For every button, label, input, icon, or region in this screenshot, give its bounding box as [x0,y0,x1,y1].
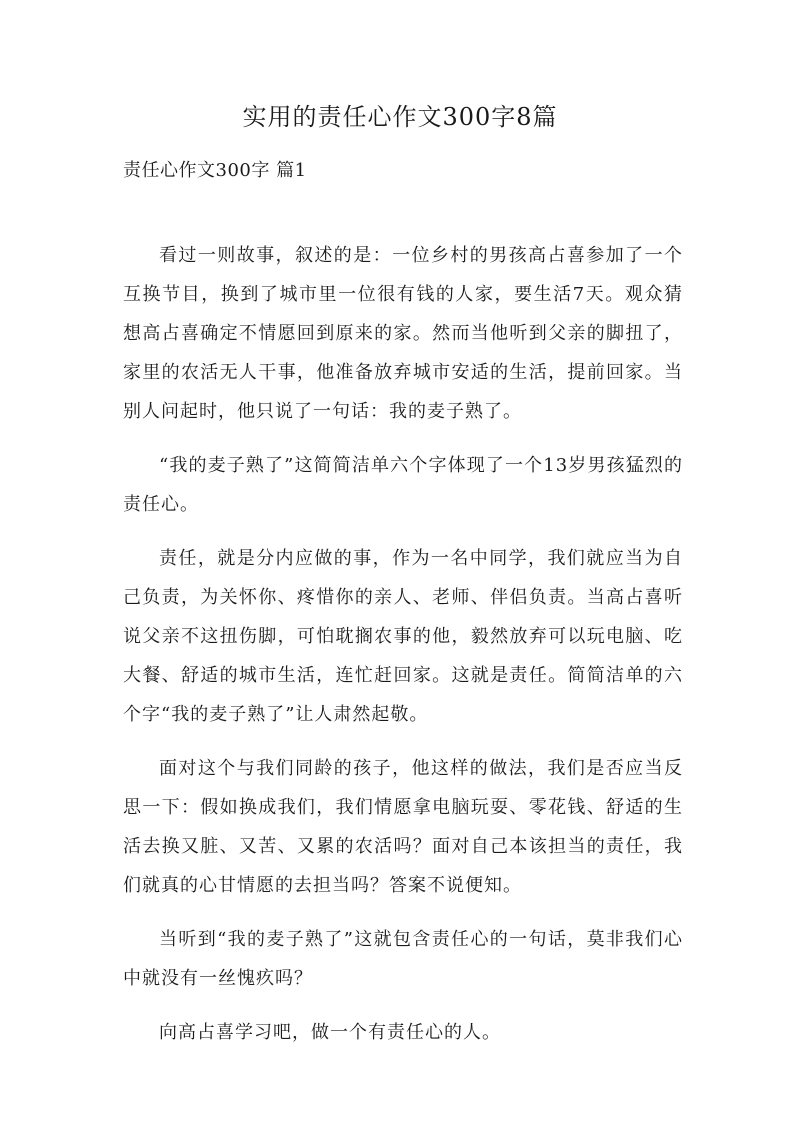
section-heading: 责任心作文300字 篇1 [123,160,307,181]
essay-body [123,236,683,1067]
paragraph: 向高占喜学习吧，做一个有责任心的人。 [159,1022,501,1043]
paragraph: “我的麦子熟了”这简简洁单六个字体现了一个13岁男孩猛烈的责任心。 [123,455,683,515]
paragraph: 看过一则故事，叙述的是：一位乡村的男孩高占喜参加了一个互换节目，换到了城市里一位很有钱的人家，要生活7天。观众猜想高占喜确定不情愿回到原来的家。然而当他听到父亲的脚扭了，家里的农活无人干事，他准备放弃城市安适的生活，提前回家。当别人问起时，他只说了一句话：我的麦子熟了。 [123,245,683,422]
document-title: 实用的责任心作文300字8篇 [242,103,558,131]
paragraph: 责任，就是分内应做的事，作为一名中同学，我们就应当为自己负责，为关怀你、疼惜你的亲人、老师、伴侣负责。当高占喜听说父亲不这扭伤脚，可怕耽搁农事的他，毅然放弃可以玩电脑、吃大餐、舒适的城市生活，连忙赶回家。这就是责任。简简洁单的六个字“我的麦子熟了”让人肃然起敬。 [123,548,683,725]
paragraph: 当听到“我的麦子熟了”这就包含责任心的一句话，莫非我们心中就没有一丝愧疚吗？ [123,929,683,989]
paragraph: 面对这个与我们同龄的孩子，他这样的做法，我们是否应当反思一下：假如换成我们，我们情愿拿电脑玩耍、零花钱、舒适的生活去换又脏、又苦、又累的农活吗？面对自己本该担当的责任，我们就真的心甘情愿的去担当吗？答案不说便知。 [123,758,683,896]
